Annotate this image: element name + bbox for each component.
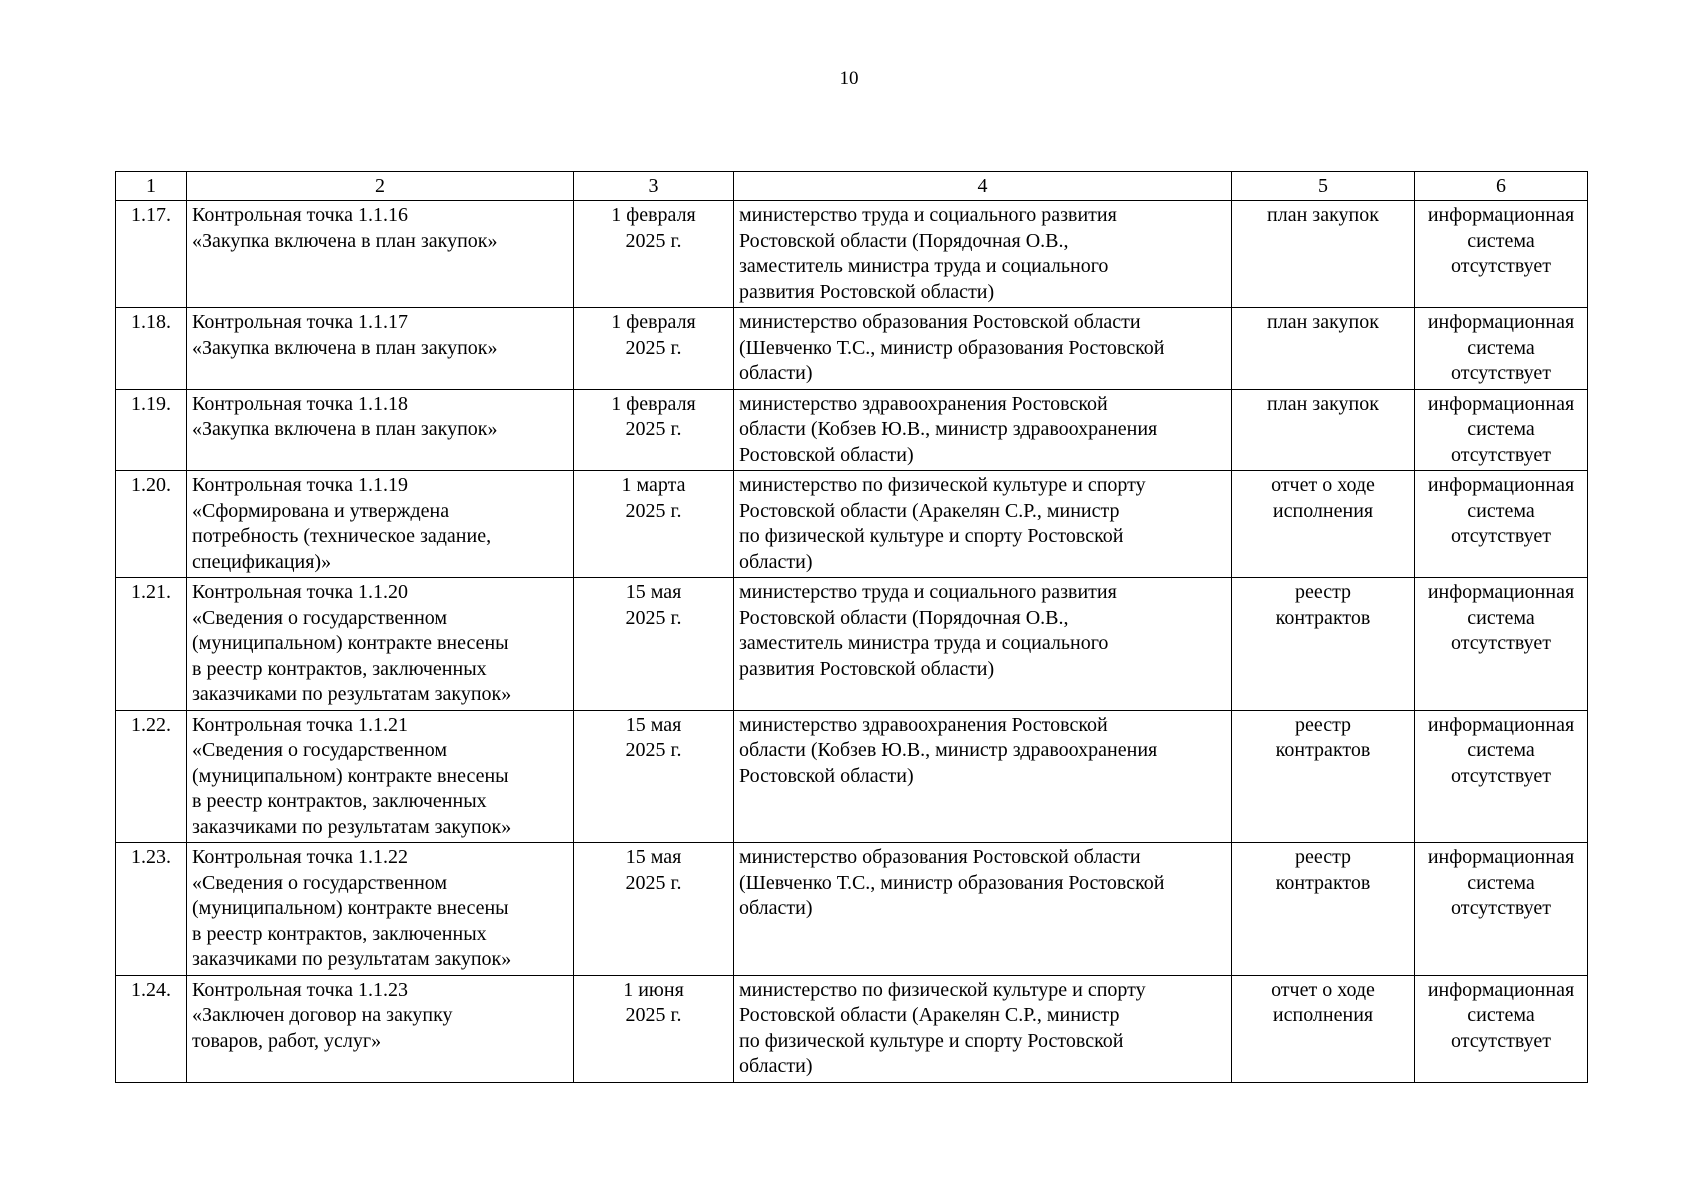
control-point-cell: Контрольная точка 1.1.20 «Сведения о государственном (муниципальном) контракте внесены в реестр контрактов, заключенных заказчиками по результатам закупок»: [187, 578, 574, 711]
table-row: [116, 710, 1588, 843]
information-system-cell: информационная система отсутствует: [1415, 308, 1588, 390]
table-row: [116, 389, 1588, 471]
responsible-cell: министерство здравоохранения Ростовской области (Кобзев Ю.В., министр здравоохранения Ростовской области): [734, 389, 1232, 471]
header-cell-6: 6: [1415, 172, 1588, 201]
table-row: [116, 578, 1588, 711]
information-system-cell: информационная система отсутствует: [1415, 471, 1588, 578]
header-cell-1: 1: [116, 172, 187, 201]
row-number: 1.23.: [116, 843, 187, 976]
table-row: [116, 843, 1588, 976]
row-number: 1.21.: [116, 578, 187, 711]
row-number: 1.17.: [116, 201, 187, 308]
control-point-cell: Контрольная точка 1.1.23 «Заключен договор на закупку товаров, работ, услуг»: [187, 975, 574, 1082]
deadline-cell: 1 февраля 2025 г.: [574, 201, 734, 308]
control-point-cell: Контрольная точка 1.1.19 «Сформирована и утверждена потребность (техническое задание, спецификация)»: [187, 471, 574, 578]
header-cell-3: 3: [574, 172, 734, 201]
document-type-cell: план закупок: [1232, 389, 1415, 471]
row-number: 1.22.: [116, 710, 187, 843]
deadline-cell: 1 марта 2025 г.: [574, 471, 734, 578]
header-cell-5: 5: [1232, 172, 1415, 201]
information-system-cell: информационная система отсутствует: [1415, 578, 1588, 711]
control-point-cell: Контрольная точка 1.1.18 «Закупка включена в план закупок»: [187, 389, 574, 471]
table-row: [116, 471, 1588, 578]
table-row: [116, 201, 1588, 308]
control-point-cell: Контрольная точка 1.1.16 «Закупка включена в план закупок»: [187, 201, 574, 308]
deadline-cell: 1 июня 2025 г.: [574, 975, 734, 1082]
table-row: [116, 308, 1588, 390]
document-type-cell: отчет о ходе исполнения: [1232, 471, 1415, 578]
responsible-cell: министерство труда и социального развития Ростовской области (Порядочная О.В., заместитель министра труда и социального развития Ростовской области): [734, 201, 1232, 308]
information-system-cell: информационная система отсутствует: [1415, 710, 1588, 843]
responsible-cell: министерство труда и социального развития Ростовской области (Порядочная О.В., заместитель министра труда и социального развития Ростовской области): [734, 578, 1232, 711]
document-type-cell: реестр контрактов: [1232, 578, 1415, 711]
table-body: [116, 201, 1588, 1083]
deadline-cell: 15 мая 2025 г.: [574, 710, 734, 843]
control-point-cell: Контрольная точка 1.1.22 «Сведения о государственном (муниципальном) контракте внесены в реестр контрактов, заключенных заказчиками по результатам закупок»: [187, 843, 574, 976]
responsible-cell: министерство образования Ростовской области (Шевченко Т.С., министр образования Ростовской области): [734, 308, 1232, 390]
document-type-cell: отчет о ходе исполнения: [1232, 975, 1415, 1082]
document-type-cell: реестр контрактов: [1232, 843, 1415, 976]
control-points-table: [115, 171, 1588, 1083]
responsible-cell: министерство образования Ростовской области (Шевченко Т.С., министр образования Ростовской области): [734, 843, 1232, 976]
row-number: 1.24.: [116, 975, 187, 1082]
table-header: [116, 172, 1588, 201]
information-system-cell: информационная система отсутствует: [1415, 843, 1588, 976]
responsible-cell: министерство здравоохранения Ростовской области (Кобзев Ю.В., министр здравоохранения Ростовской области): [734, 710, 1232, 843]
deadline-cell: 15 мая 2025 г.: [574, 578, 734, 711]
page-number: 10: [839, 68, 859, 89]
control-point-cell: Контрольная точка 1.1.21 «Сведения о государственном (муниципальном) контракте внесены в реестр контрактов, заключенных заказчиками по результатам закупок»: [187, 710, 574, 843]
information-system-cell: информационная система отсутствует: [1415, 389, 1588, 471]
information-system-cell: информационная система отсутствует: [1415, 975, 1588, 1082]
row-number: 1.19.: [116, 389, 187, 471]
document-type-cell: реестр контрактов: [1232, 710, 1415, 843]
row-number: 1.18.: [116, 308, 187, 390]
row-number: 1.20.: [116, 471, 187, 578]
deadline-cell: 15 мая 2025 г.: [574, 843, 734, 976]
deadline-cell: 1 февраля 2025 г.: [574, 308, 734, 390]
responsible-cell: министерство по физической культуре и спорту Ростовской области (Аракелян С.Р., министр по физической культуре и спорту Ростовской области): [734, 471, 1232, 578]
deadline-cell: 1 февраля 2025 г.: [574, 389, 734, 471]
header-row: [116, 172, 1588, 201]
header-cell-4: 4: [734, 172, 1232, 201]
document-type-cell: план закупок: [1232, 201, 1415, 308]
control-point-cell: Контрольная точка 1.1.17 «Закупка включена в план закупок»: [187, 308, 574, 390]
header-cell-2: 2: [187, 172, 574, 201]
document-type-cell: план закупок: [1232, 308, 1415, 390]
table-row: [116, 975, 1588, 1082]
responsible-cell: министерство по физической культуре и спорту Ростовской области (Аракелян С.Р., министр по физической культуре и спорту Ростовской области): [734, 975, 1232, 1082]
information-system-cell: информационная система отсутствует: [1415, 201, 1588, 308]
